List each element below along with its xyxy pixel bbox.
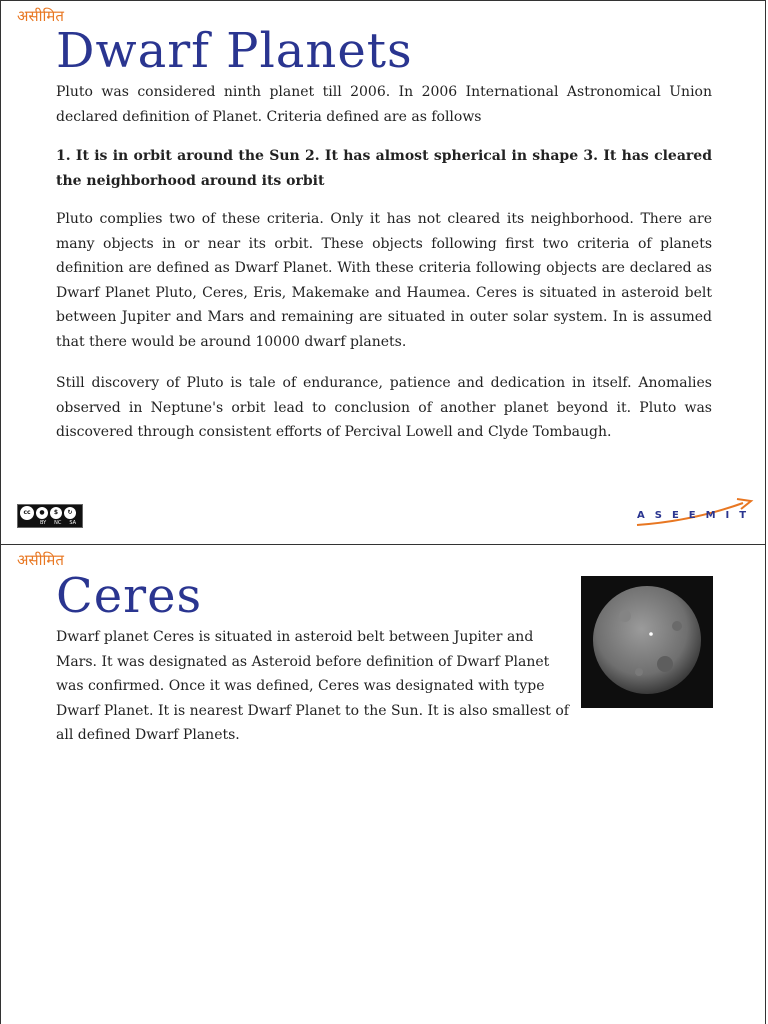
logo-wordmark: ASEEMIT <box>637 510 757 521</box>
license-code-by: BY <box>39 520 47 526</box>
brand-label: असीमित <box>17 551 64 569</box>
discovery-paragraph: Still discovery of Pluto is tale of endurance, patience and dedication in itself. Anomalies observed in Neptune's orbit lead to conclusion of another planet beyond it. Pluto was discovered through consistent efforts of Percival Lowell and Clyde Tombaugh. <box>56 375 712 440</box>
aseemit-logo-icon <box>633 495 757 531</box>
slide-ceres <box>0 544 766 1024</box>
ceres-paragraph: Dwarf planet Ceres is situated in asteroid belt between Jupiter and Mars. It was designated as Asteroid before definition of Dwarf Planet was confirmed. Once it was defined, Ceres was designated with type Dwarf Planet. It is nearest Dwarf Planet to the Sun. It is also smallest of all defined Dwarf Planets. <box>56 629 569 743</box>
intro-paragraph: Pluto was considered ninth planet till 2006. In 2006 International Astronomical Union declared definition of Planet. Criteria defined are as follows <box>56 84 712 125</box>
compliance-paragraph: Pluto complies two of these criteria. Only it has not cleared its neighborhood. There are many objects in or near its orbit. These objects following first two criteria of planets definition are defined as Dwarf Planet. With these criteria following objects are declared as Dwarf Planet Pluto, Ceres, Eris, Makemake and Haumea. Ceres is situated in asteroid belt between Jupiter and Mars and remaining are situated in outer solar system. In is assumed that there would be around 10000 dwarf planets. <box>56 211 712 350</box>
cc-icon: cc <box>20 506 34 520</box>
criteria-paragraph: 1. It is in orbit around the Sun 2. It has almost spherical in shape 3. It has cleared the neighborhood around its orbit <box>56 148 712 189</box>
slide-title: Ceres <box>56 568 203 624</box>
license-code-nc: NC <box>54 520 62 526</box>
ceres-photo-icon <box>581 576 713 708</box>
nc-icon: $ <box>50 507 62 519</box>
slide-title: Dwarf Planets <box>56 23 413 79</box>
brand-label: असीमित <box>17 7 64 25</box>
sa-icon: ↻ <box>64 507 76 519</box>
creative-commons-by-nc-sa-icon <box>17 504 83 528</box>
license-code-sa: SA <box>69 520 77 526</box>
by-icon: ● <box>36 507 48 519</box>
